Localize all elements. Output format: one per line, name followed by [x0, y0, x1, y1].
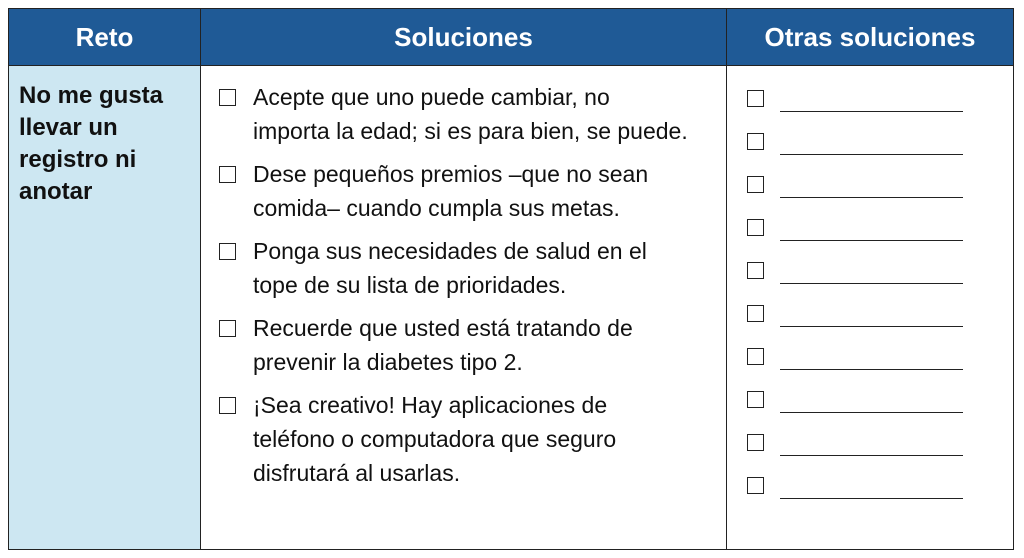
other-solution-blank[interactable] — [780, 412, 963, 413]
other-solution-checkbox[interactable] — [747, 90, 764, 107]
other-solution-item — [747, 428, 977, 458]
solution-checkbox[interactable] — [219, 243, 236, 260]
other-solution-blank[interactable] — [780, 240, 963, 241]
other-solution-blank[interactable] — [780, 283, 963, 284]
other-solution-blank[interactable] — [780, 326, 963, 327]
other-solution-blank[interactable] — [780, 369, 963, 370]
solution-item — [219, 157, 719, 225]
header-soluciones: Soluciones — [201, 9, 727, 65]
solution-checkbox[interactable] — [219, 166, 236, 183]
solution-line: tope de su lista de prioridades. — [253, 272, 567, 298]
other-solution-checkbox[interactable] — [747, 434, 764, 451]
other-solution-blank[interactable] — [780, 154, 963, 155]
solution-checkbox[interactable] — [219, 320, 236, 337]
solution-item — [219, 388, 719, 490]
solution-item — [219, 234, 719, 302]
solution-line: ¡Sea creativo! Hay aplicaciones de — [253, 392, 608, 418]
other-solution-checkbox[interactable] — [747, 176, 764, 193]
other-solution-item — [747, 342, 977, 372]
solution-line: Ponga sus necesidades de salud en el — [253, 238, 647, 264]
other-solution-checkbox[interactable] — [747, 348, 764, 365]
solution-line: Recuerde que usted está tratando de — [253, 315, 633, 341]
solution-line: Dese pequeños premios –que no sean — [253, 161, 649, 187]
other-solution-item — [747, 299, 977, 329]
other-solution-item — [747, 213, 977, 243]
soluciones-column — [201, 66, 727, 549]
solution-item — [219, 311, 719, 379]
other-solution-checkbox[interactable] — [747, 477, 764, 494]
solution-line: disfrutará al usarlas. — [253, 460, 461, 486]
reto-text: No me gusta llevar un registro ni anotar — [19, 82, 164, 205]
other-solution-blank[interactable] — [780, 111, 963, 112]
solution-line: teléfono o computadora que seguro — [253, 426, 617, 452]
other-solution-checkbox[interactable] — [747, 391, 764, 408]
other-solution-item — [747, 385, 977, 415]
other-solution-checkbox[interactable] — [747, 262, 764, 279]
header-otras-soluciones: Otras soluciones — [727, 9, 1013, 65]
solution-checkbox[interactable] — [219, 89, 236, 106]
other-solution-checkbox[interactable] — [747, 219, 764, 236]
other-solution-item — [747, 84, 977, 114]
other-solution-blank[interactable] — [780, 498, 963, 499]
other-solution-item — [747, 127, 977, 157]
solution-line: comida– cuando cumpla sus metas. — [253, 195, 620, 221]
other-solution-blank[interactable] — [780, 455, 963, 456]
other-solution-checkbox[interactable] — [747, 305, 764, 322]
other-solution-item — [747, 471, 977, 501]
solution-item — [219, 80, 719, 148]
header-reto: Reto — [9, 9, 201, 65]
solution-line: prevenir la diabetes tipo 2. — [253, 349, 523, 375]
other-solution-checkbox[interactable] — [747, 133, 764, 150]
solution-line: Acepte que uno puede cambiar, no — [253, 84, 610, 110]
solution-line: importa la edad; si es para bien, se puede. — [253, 118, 688, 144]
other-solution-item — [747, 256, 977, 286]
solution-checkbox[interactable] — [219, 397, 236, 414]
other-solution-item — [747, 170, 977, 200]
reto-column — [9, 66, 201, 549]
challenge-table — [8, 8, 1014, 550]
other-solution-blank[interactable] — [780, 197, 963, 198]
otras-soluciones-column — [727, 66, 1013, 549]
